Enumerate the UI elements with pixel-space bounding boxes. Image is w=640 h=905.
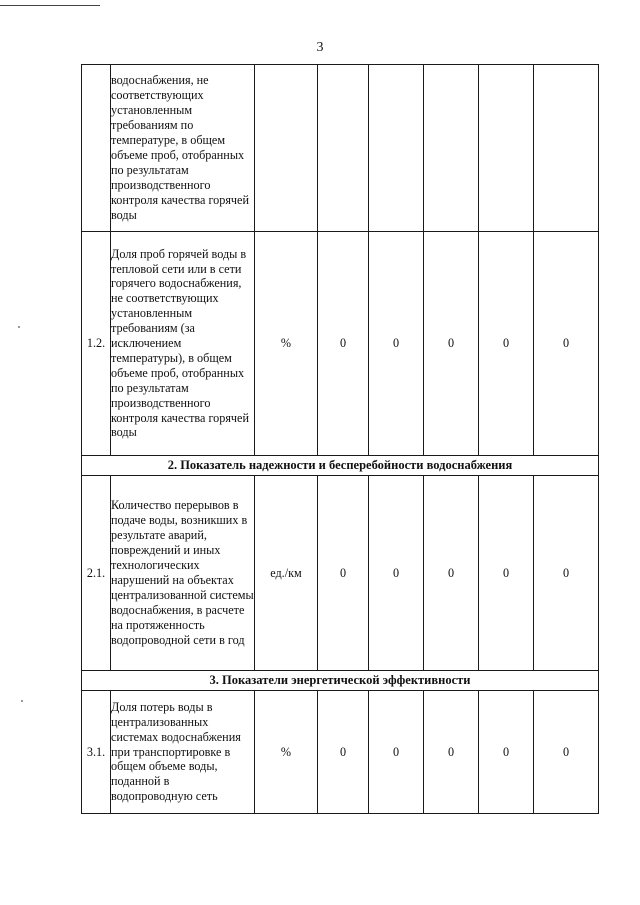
value-cell: 0 [424, 476, 479, 671]
indicator-name: Количество перерывов в подаче воды, возникших в результате аварий, повреждений и иных технологических нарушений на объектах централизованной системы водоснабжения, в расчете на протяженность водопроводной сети в год [111, 476, 255, 671]
unit-cell: % [255, 232, 318, 456]
table-row [82, 232, 599, 456]
row-number: 1.2. [82, 232, 111, 456]
indicator-name: Доля потерь воды в централизованных системах водоснабжения при транспортировке в общем объеме воды, поданной в водопроводную сеть [111, 691, 255, 814]
row-number [82, 65, 111, 232]
value-cell: 0 [479, 476, 534, 671]
value-cell [479, 65, 534, 232]
scan-speck [21, 700, 23, 702]
value-cell: 0 [534, 691, 599, 814]
row-number: 2.1. [82, 476, 111, 671]
scan-speck [18, 326, 20, 328]
indicator-name: Доля проб горячей воды в тепловой сети или в сети горячего водоснабжения, не соответствующих установленным требованиям (за исключением температуры), в общем объеме проб, отобранных по результатам производственного контроля качества горячей воды [111, 232, 255, 456]
indicator-name: водоснабжения, не соответствующих установленным требованиям по температуре, в общем объеме проб, отобранных по результатам производственного контроля качества горячей воды [111, 65, 255, 232]
section-row [82, 671, 599, 691]
value-cell [369, 65, 424, 232]
unit-cell: ед./км [255, 476, 318, 671]
value-cell [534, 65, 599, 232]
unit-cell [255, 65, 318, 232]
value-cell: 0 [369, 691, 424, 814]
unit-cell: % [255, 691, 318, 814]
section-row [82, 456, 599, 476]
row-number: 3.1. [82, 691, 111, 814]
value-cell: 0 [424, 691, 479, 814]
value-cell [318, 65, 369, 232]
value-cell [424, 65, 479, 232]
table-row [82, 476, 599, 671]
value-cell: 0 [534, 232, 599, 456]
page-number: 3 [316, 40, 324, 55]
value-cell: 0 [479, 691, 534, 814]
section-heading: 3. Показатели энергетической эффективности [82, 671, 599, 691]
value-cell: 0 [479, 232, 534, 456]
value-cell: 0 [369, 476, 424, 671]
value-cell: 0 [424, 232, 479, 456]
table-row [82, 691, 599, 814]
value-cell: 0 [318, 476, 369, 671]
value-cell: 0 [318, 691, 369, 814]
value-cell: 0 [318, 232, 369, 456]
value-cell: 0 [534, 476, 599, 671]
value-cell: 0 [369, 232, 424, 456]
section-heading: 2. Показатель надежности и бесперебойности водоснабжения [82, 456, 599, 476]
table-row [82, 65, 599, 232]
top-rule [0, 5, 100, 6]
indicators-table [81, 64, 599, 814]
